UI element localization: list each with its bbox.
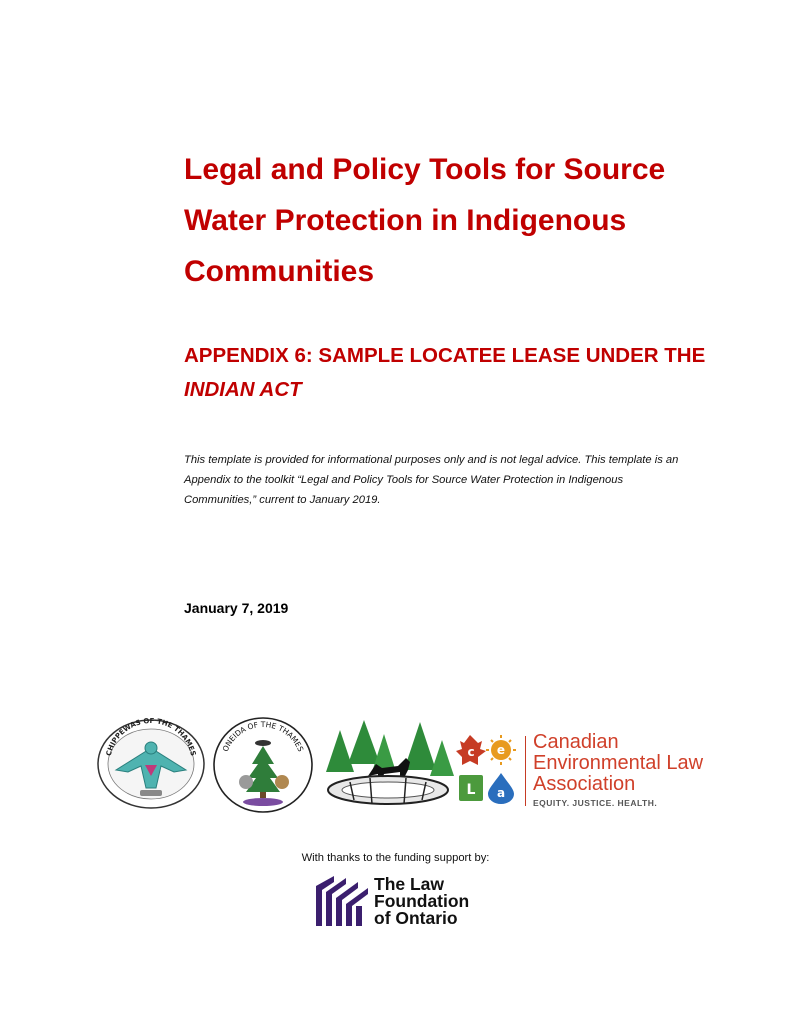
- oneida-ring-text: ONEIDA OF THE THAMES: [220, 719, 306, 753]
- oneida-of-the-thames-logo: [212, 716, 314, 814]
- cela-letter-l: L: [466, 782, 476, 798]
- cela-tagline: EQUITY. JUSTICE. HEALTH.: [533, 798, 658, 808]
- law-foundation-name: [374, 876, 469, 927]
- cela-letter-e: e: [496, 743, 506, 757]
- cela-letter-c: c: [467, 745, 475, 759]
- forest-animal-logo: [320, 720, 454, 810]
- chippewas-ring-text: CHIPPEWAS OF THE THAMES: [104, 718, 198, 757]
- law-foundation-line3: of Ontario: [374, 908, 458, 928]
- disclaimer-text: This template is provided for informational purposes only and is not legal advice. This template is an Appendix to the toolkit “Legal and Policy Tools for Source Water Protection in Indigenous Communities,” current to January 2019.: [184, 454, 679, 506]
- cela-logo-mark: [456, 733, 528, 805]
- funding-thanks: With thanks to the funding support by:: [301, 852, 490, 864]
- document-title: Legal and Policy Tools for Source Water Protection in Indigenous Communities: [184, 153, 666, 288]
- appendix-heading-italic: INDIAN ACT: [184, 378, 302, 401]
- cela-name-line1: Canadian: [533, 731, 619, 753]
- cela-name-line2: Environmental Law: [533, 752, 704, 774]
- document-date: January 7, 2019: [184, 600, 289, 616]
- cela-letter-a: a: [496, 786, 506, 800]
- appendix-heading-text: APPENDIX 6: SAMPLE LOCATEE LEASE UNDER THE: [184, 344, 706, 367]
- cela-divider: [525, 736, 526, 806]
- appendix-heading: [184, 339, 724, 407]
- law-foundation-line2: Foundation: [374, 891, 470, 911]
- chippewas-of-the-thames-logo: [96, 718, 206, 810]
- law-foundation-line1: The Law: [374, 874, 445, 894]
- law-foundation-logo-mark: [316, 876, 368, 926]
- cela-name-line3: Association: [533, 773, 636, 795]
- cela-name: [533, 732, 703, 795]
